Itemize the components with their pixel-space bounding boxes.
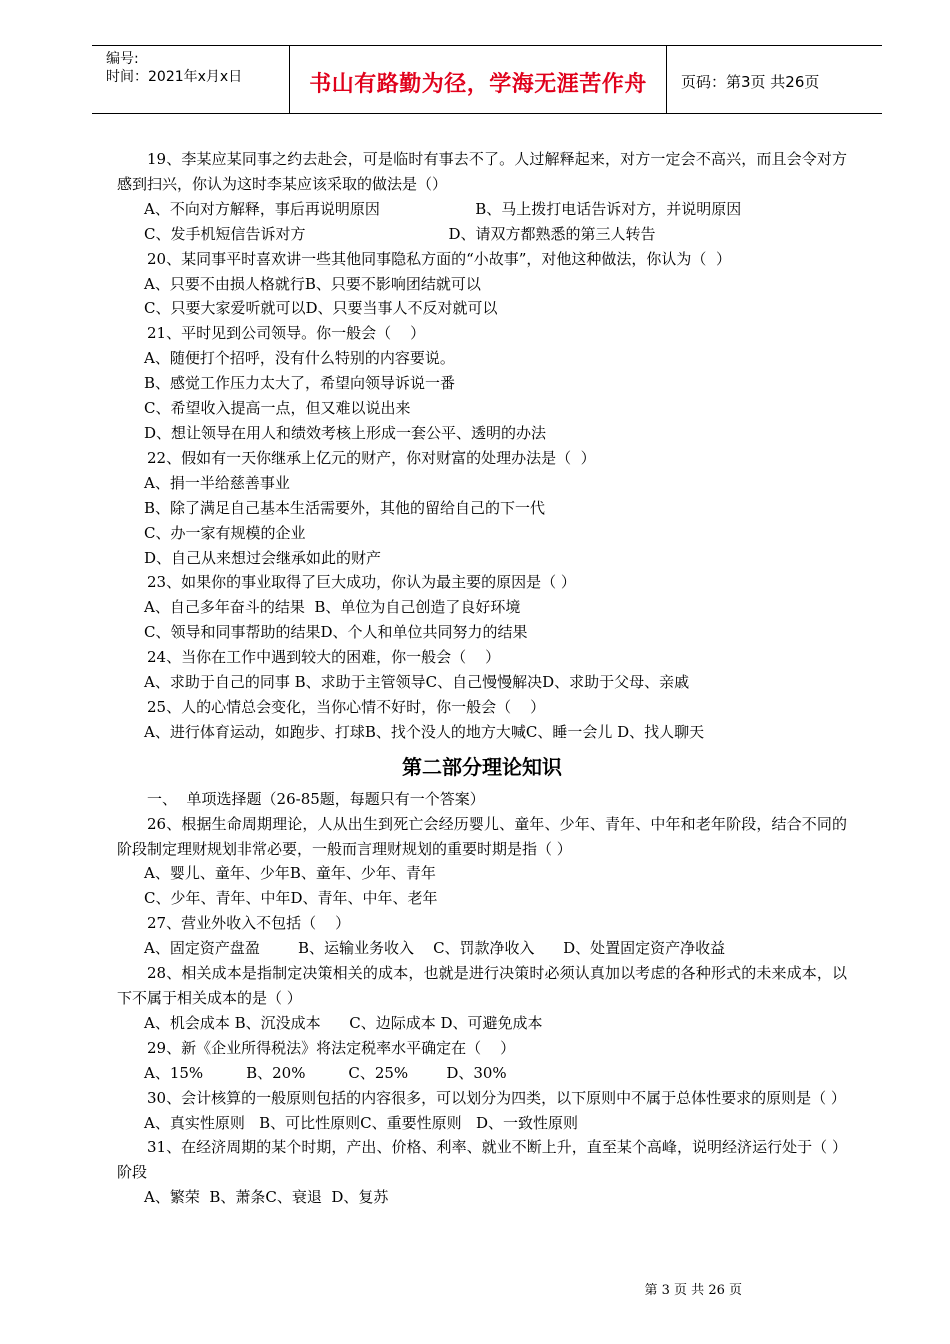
answer-options: D、想让领导在用人和绩效考核上形成一套公平、透明的办法 xyxy=(144,423,547,442)
question-text: 23、如果你的事业取得了巨大成功，你认为最主要的原因是（ ） xyxy=(147,573,576,592)
answer-options: A、进行体育运动，如跑步、打球B、找个没人的地方大喊C、睡一会儿 D、找人聊天 xyxy=(144,722,705,741)
question-text: 29、新《企业所得税法》将法定税率水平确定在（ ） xyxy=(147,1038,516,1057)
answer-options: A、求助于自己的同事 B、求助于主管领导C、自己慢慢解决D、求助于父母、亲戚 xyxy=(144,673,690,692)
answer-options: A、只要不由损人格就行B、只要不影响团结就可以 xyxy=(144,274,481,293)
answer-options: C、希望收入提高一点，但又难以说出来 xyxy=(144,399,411,418)
question-text: 19、李某应某同事之约去赴会，可是临时有事去不了。人过解释起来，对方一定会不高兴，而且会令对方感到扫兴，你认为这时李某应该采取的做法是（） xyxy=(117,150,847,193)
page-footer: 第 3 页 共 26 页 xyxy=(644,1283,742,1298)
answer-options: D、自己从来想过会继承如此的财产 xyxy=(144,548,382,567)
question-text: 24、当你在工作中遇到较大的困难，你一般会（ ） xyxy=(147,648,501,667)
question-text: 20、某同事平时喜欢讲一些其他同事隐私方面的“小故事”，对他这种做法，你认为（ ） xyxy=(147,249,731,268)
answer-options: A、真实性原则 B、可比性原则C、重要性原则 D、一致性原则 xyxy=(144,1113,578,1132)
header-motto: 书山有路勤为径，学海无涯苦作舟 xyxy=(309,72,647,97)
answer-options: C、领导和同事帮助的结果D、个人和单位共同努力的结果 xyxy=(144,623,528,642)
header-motto-cell xyxy=(289,46,667,113)
question-text: 27、营业外收入不包括（ ） xyxy=(147,914,351,933)
answer-options: A、15% B、20% C、25% D、30% xyxy=(144,1063,507,1082)
page-header xyxy=(92,45,882,114)
answer-options: B、感觉工作压力太大了，希望向领导诉说一番 xyxy=(144,374,456,393)
question-text: 21、平时见到公司领导。你一般会（ ） xyxy=(147,324,426,343)
question-text: 28、相关成本是指制定决策相关的成本，也就是进行决策时必须认真加以考虑的各种形式的未来成本，以下不属于相关成本的是（ ） xyxy=(117,964,847,1007)
answer-options: A、自己多年奋斗的结果 B、单位为自己创造了良好环境 xyxy=(144,598,521,617)
document-time-label: 时间：2021年x月x日 xyxy=(106,69,243,85)
question-text: 25、人的心情总会变化，当你心情不好时，你一般会（ ） xyxy=(147,697,546,716)
section-title: 第二部分理论知识 xyxy=(402,754,562,779)
answer-options: A、固定资产盘盈 B、运输业务收入 C、罚款净收入 D、处置固定资产净收益 xyxy=(144,939,726,958)
answer-options: C、少年、青年、中年D、青年、中年、老年 xyxy=(144,889,438,908)
question-text: 26、根据生命周期理论，人从出生到死亡会经历婴儿、童年、少年、青年、中年和老年阶段，结合不同的阶段制定理财规划非常必要，一般而言理财规划的重要时期是指（ ） xyxy=(117,814,847,858)
header-page-cell xyxy=(667,46,882,113)
header-page-info: 页码：第3页 共26页 xyxy=(681,73,820,91)
answer-options: A、婴儿、童年、少年B、童年、少年、青年 xyxy=(144,864,436,883)
answer-options: A、不向对方解释，事后再说明原因 B、马上拨打电话告诉对方，并说明原因 xyxy=(144,199,742,218)
answer-options: A、捐一半给慈善事业 xyxy=(144,473,290,492)
answer-options: C、办一家有规模的企业 xyxy=(144,523,306,542)
document-body xyxy=(117,147,847,1210)
document-number-label: 编号: xyxy=(106,51,139,67)
answer-options: A、繁荣 B、萧条C、衰退 D、复苏 xyxy=(144,1188,389,1207)
question-text: 31、在经济周期的某个时期，产出、价格、利率、就业不断上升，直至某个高峰，说明经济运行处于（ ）阶段 xyxy=(117,1138,847,1182)
answer-options: A、随便打个招呼，没有什么特别的内容要说。 xyxy=(144,349,455,368)
answer-options: B、除了满足自己基本生活需要外，其他的留给自己的下一代 xyxy=(144,498,546,517)
question-text: 一、 单项选择题（26-85题，每题只有一个答案） xyxy=(147,789,485,808)
question-text: 30、会计核算的一般原则包括的内容很多，可以划分为四类，以下原则中不属于总体性要求的原则是（ ） xyxy=(147,1088,846,1107)
header-meta xyxy=(92,46,289,113)
answer-options: C、只要大家爱听就可以D、只要当事人不反对就可以 xyxy=(144,299,498,318)
question-text: 22、假如有一天你继承上亿元的财产，你对财富的处理办法是（ ） xyxy=(147,448,596,467)
answer-options: C、发手机短信告诉对方 D、请双方都熟悉的第三人转告 xyxy=(144,224,656,243)
answer-options: A、机会成本 B、沉没成本 C、边际成本 D、可避免成本 xyxy=(144,1013,543,1032)
